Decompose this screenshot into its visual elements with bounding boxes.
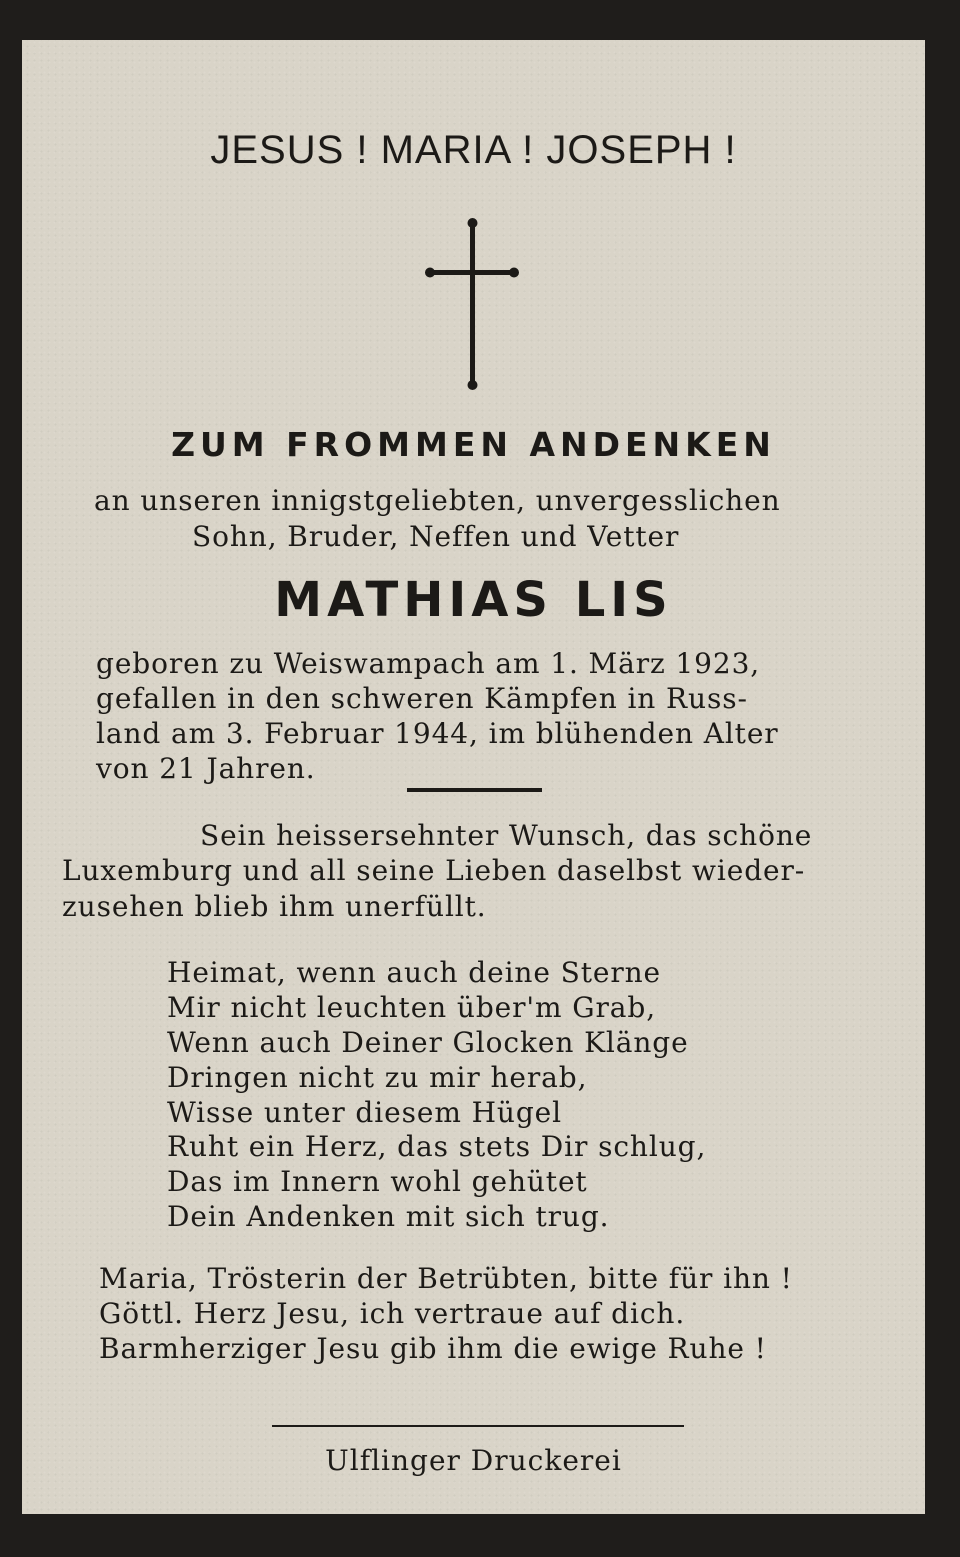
poem-line: Dringen nicht zu mir herab, <box>167 1061 588 1094</box>
prayer-line: Göttl. Herz Jesu, ich vertraue auf dich. <box>99 1297 686 1330</box>
invocation-heading: JESUS ! MARIA ! JOSEPH ! <box>210 128 737 172</box>
deceased-name: MATHIAS LIS <box>274 572 673 628</box>
footer-divider <box>272 1425 684 1427</box>
poem-line: Heimat, wenn auch deine Sterne <box>167 956 662 989</box>
biography-line: von 21 Jahren. <box>96 752 316 785</box>
poem-line: Mir nicht leuchten über'm Grab, <box>167 991 657 1024</box>
dedication-line: Sohn, Bruder, Neffen und Vetter <box>192 520 680 553</box>
poem-line: Dein Andenken mit sich trug. <box>167 1200 610 1233</box>
wish-line: Sein heissersehnter Wunsch, das schöne <box>200 819 813 852</box>
in-memoriam-heading: ZUM FROMMEN ANDENKEN <box>171 425 776 464</box>
biography-line: geboren zu Weiswampach am 1. März 1923, <box>96 647 761 680</box>
biography-line: land am 3. Februar 1944, im blühenden Alter <box>96 717 779 750</box>
poem-line: Das im Innern wohl gehütet <box>167 1165 588 1198</box>
memorial-card <box>22 40 925 1514</box>
wish-line: Luxemburg und all seine Lieben daselbst wieder- <box>62 854 806 887</box>
cross-icon <box>422 217 522 392</box>
prayer-line: Maria, Trösterin der Betrübten, bitte für ihn ! <box>99 1262 793 1295</box>
biography-line: gefallen in den schweren Kämpfen in Russ- <box>96 682 748 715</box>
wish-line: zusehen blieb ihm unerfüllt. <box>62 890 487 923</box>
prayer-line: Barmherziger Jesu gib ihm die ewige Ruhe ! <box>99 1332 767 1365</box>
poem-line: Wenn auch Deiner Glocken Klänge <box>167 1026 689 1059</box>
printer-credit: Ulflinger Druckerei <box>325 1444 622 1477</box>
poem-line: Wisse unter diesem Hügel <box>167 1096 562 1129</box>
poem-line: Ruht ein Herz, das stets Dir schlug, <box>167 1130 707 1163</box>
dedication-line: an unseren innigstgeliebten, unvergesslichen <box>94 484 781 517</box>
short-divider <box>407 788 542 792</box>
